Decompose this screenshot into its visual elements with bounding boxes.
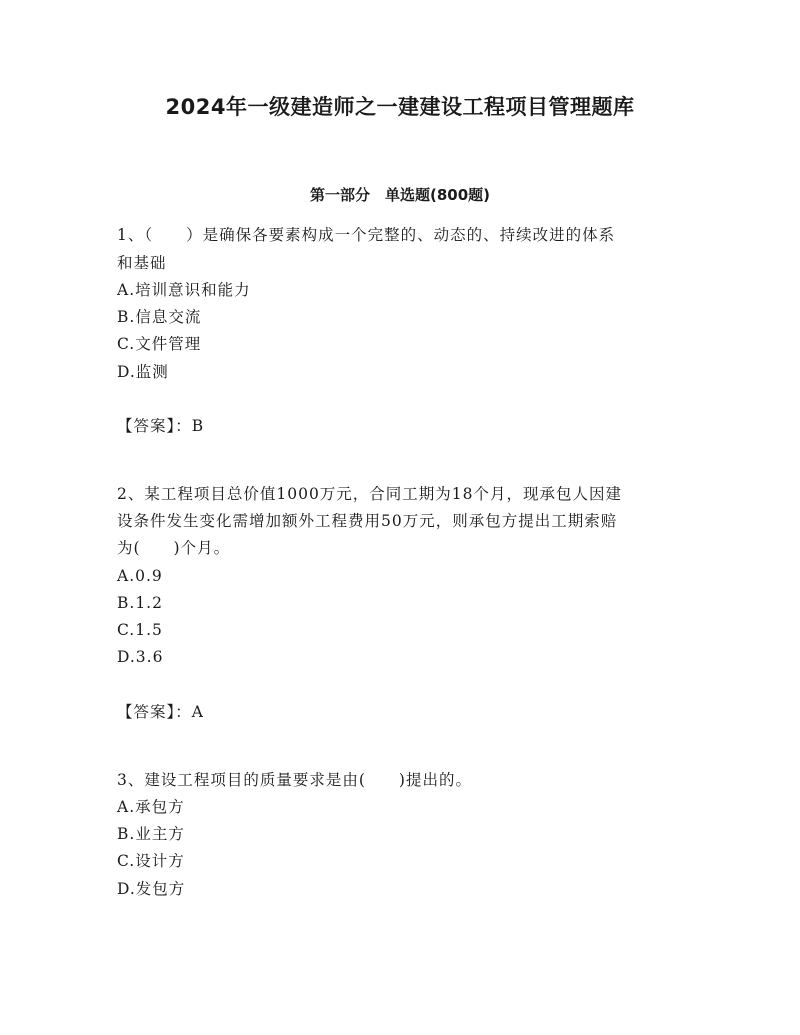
question-2-stem-line-3: 为( )个月。: [117, 539, 231, 557]
question-3-option-c: C.设计方: [117, 852, 185, 870]
question-2-stem-line-1: 2、某工程项目总价值1000万元，合同工期为18个月，现承包人因建: [117, 485, 623, 503]
question-2-option-c: C.1.5: [117, 621, 163, 639]
question-1-stem-line-2: 和基础: [117, 254, 167, 272]
question-2-option-a: A.0.9: [117, 567, 163, 585]
question-1-stem-line-1: 1、（ ）是确保各要素构成一个完整的、动态的、持续改进的体系: [117, 226, 616, 244]
question-1-option-d: D.监测: [117, 363, 169, 381]
question-3-option-d: D.发包方: [117, 880, 186, 898]
document-title: 2024年一级建造师之一建建设工程项目管理题库: [165, 95, 635, 119]
question-3-option-a: A.承包方: [117, 798, 185, 816]
question-2-option-d: D.3.6: [117, 648, 164, 666]
question-3-stem-line-1: 3、建设工程项目的质量要求是由( )提出的。: [117, 771, 472, 789]
question-2-option-b: B.1.2: [117, 594, 163, 612]
question-1-option-b: B.信息交流: [117, 308, 202, 326]
question-3-option-b: B.业主方: [117, 825, 185, 843]
question-2-stem-line-2: 设条件发生变化需增加额外工程费用50万元，则承包方提出工期索赔: [117, 512, 618, 530]
question-2-answer: 【答案】：A: [117, 703, 204, 721]
section-title: 第一部分 单选题(800题): [309, 186, 491, 204]
question-1-option-a: A.培训意识和能力: [117, 281, 251, 299]
question-1-option-c: C.文件管理: [117, 335, 202, 353]
question-1-answer: 【答案】：B: [117, 417, 205, 435]
